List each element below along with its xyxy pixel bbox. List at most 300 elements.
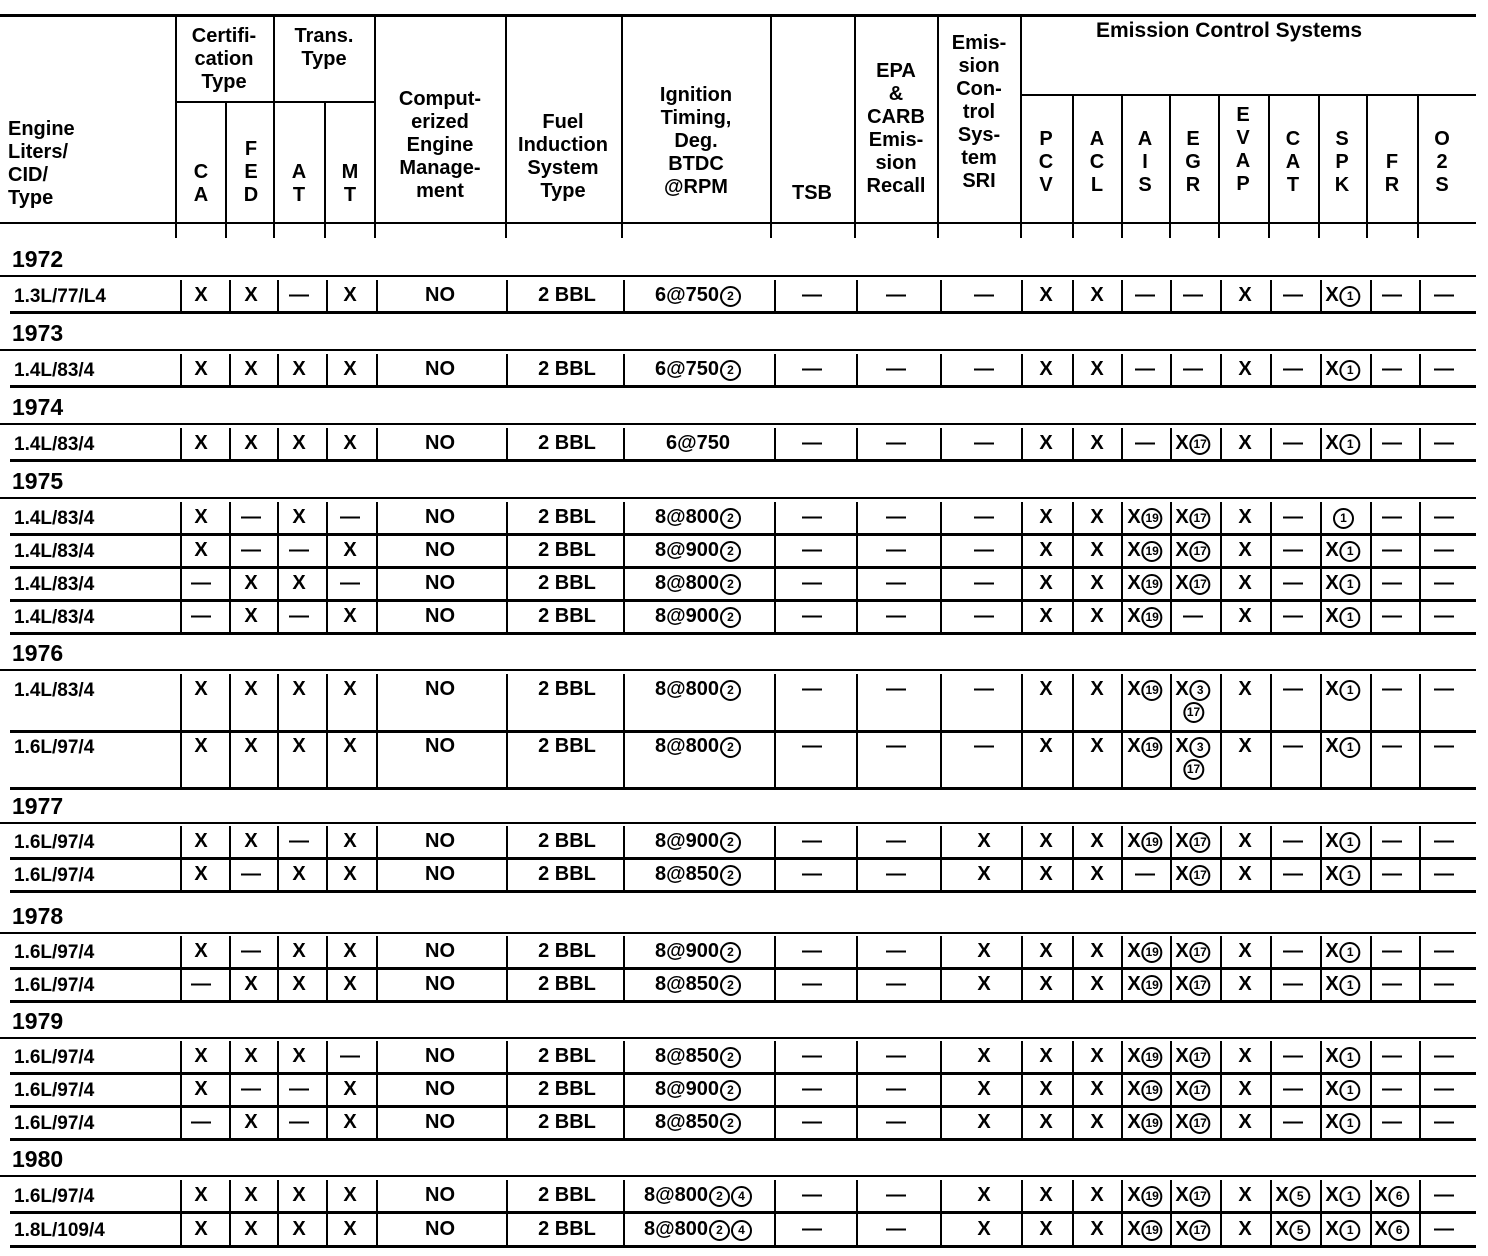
cell-ign — [655, 941, 741, 963]
cell-sri — [977, 1046, 990, 1066]
cell-sep — [623, 354, 625, 385]
cell-sep — [1270, 674, 1272, 730]
cell-o2s-value: — — [1434, 1218, 1454, 1240]
row-rule — [10, 1000, 1476, 1003]
cell-sep — [1072, 280, 1074, 311]
cell-sep — [180, 731, 182, 787]
cell-pcv-value: X — [1039, 1078, 1053, 1100]
cell-mt-value: X — [343, 940, 357, 962]
cell-sep — [856, 1107, 858, 1138]
footnote-marker: 1 — [1340, 975, 1361, 996]
cell-sep — [1320, 568, 1322, 599]
cell-o2s — [1434, 941, 1454, 961]
footnote-marker: 3 — [1190, 680, 1211, 701]
cell-sri-value: X — [977, 940, 991, 962]
cell-sep — [1072, 674, 1074, 730]
cell-ais-value: X — [1127, 735, 1141, 757]
cell-spk-value: X — [1325, 678, 1339, 700]
cell-ign-value: 8@900 — [655, 539, 719, 561]
cell-ca — [194, 507, 207, 527]
cell-egr-value: X — [1175, 940, 1189, 962]
cell-sri — [977, 864, 990, 884]
cell-sep — [1072, 826, 1074, 857]
cell-sep — [506, 936, 508, 967]
cell-sep — [1370, 859, 1372, 890]
cell-sep — [1270, 1074, 1272, 1105]
cell-sep — [856, 674, 858, 730]
cell-mt-value: X — [343, 678, 357, 700]
cell-sep — [506, 354, 508, 385]
cell-ign-value: 8@900 — [655, 830, 719, 852]
cell-cat-value: — — [1283, 940, 1303, 962]
cell-fed-value: — — [241, 863, 261, 885]
cell-evap — [1238, 573, 1251, 593]
cell-sep — [1370, 1107, 1372, 1138]
cell-sep — [1170, 1107, 1172, 1138]
year-rule — [0, 822, 1476, 824]
cell-sep — [1370, 969, 1372, 1000]
cell-cem-value: NO — [425, 735, 455, 757]
cell-sep — [326, 674, 328, 730]
cell-ais — [1127, 573, 1162, 595]
cell-acl-value: X — [1090, 605, 1104, 627]
cell-fed-value: — — [241, 539, 261, 561]
cell-sri — [974, 573, 994, 593]
cell-fr — [1382, 1079, 1402, 1099]
cell-sep — [623, 568, 625, 599]
cell-ca-value: X — [194, 678, 208, 700]
footnote-marker: 17 — [1190, 574, 1211, 595]
col-header-acl: A C L — [1089, 128, 1105, 196]
cell-fr-value: — — [1382, 432, 1402, 454]
cell-sep — [376, 354, 378, 385]
cell-cat-value: — — [1283, 973, 1303, 995]
cell-cat — [1283, 736, 1303, 756]
engine-cell: 1.6L/97/4 — [14, 1186, 95, 1207]
cell-cem — [425, 864, 455, 884]
cell-sep — [506, 826, 508, 857]
cell-sep — [1121, 280, 1123, 311]
cell-epa-value: — — [886, 432, 906, 454]
cell-fuel — [538, 285, 596, 305]
cell-evap-value: X — [1238, 1045, 1252, 1067]
cell-sep — [1121, 731, 1123, 787]
cell-sep — [277, 1074, 279, 1105]
cell-at-value: — — [289, 1111, 309, 1133]
hdr-sep — [621, 16, 623, 238]
cell-sep — [1320, 354, 1322, 385]
cell-ca — [194, 736, 207, 756]
hdr-sep — [374, 16, 376, 238]
cell-sep — [277, 1214, 279, 1245]
cell-fr-value: — — [1382, 605, 1402, 627]
cell-sep — [1419, 936, 1421, 967]
cell-ign — [655, 1112, 741, 1134]
cell-fuel-value: 2 BBL — [538, 572, 596, 594]
cell-evap — [1238, 1185, 1251, 1205]
cell-sep — [376, 674, 378, 730]
footnote-marker: 2 — [720, 737, 741, 758]
cell-pcv-value: X — [1039, 572, 1053, 594]
cell-ca — [194, 1185, 207, 1205]
cell-sep — [1370, 1041, 1372, 1072]
cell-at-value: — — [289, 605, 309, 627]
cell-tsb-value: — — [802, 1111, 822, 1133]
cell-sep — [180, 969, 182, 1000]
cell-at — [292, 1219, 305, 1239]
cell-sri — [974, 540, 994, 560]
cell-ais — [1135, 285, 1155, 305]
cell-ca-value: X — [194, 1218, 208, 1240]
cell-ca-value: — — [191, 973, 211, 995]
cell-pcv-value: X — [1039, 506, 1053, 528]
cell-mt — [343, 540, 356, 560]
cell-sep — [1170, 1041, 1172, 1072]
cell-ign — [655, 679, 741, 701]
cell-pcv — [1039, 606, 1052, 626]
cell-cem — [425, 1219, 455, 1239]
engine-cell: 1.4L/83/4 — [14, 360, 95, 381]
cell-evap-value: X — [1238, 572, 1252, 594]
cell-at-value: X — [292, 940, 306, 962]
cell-fr — [1382, 540, 1402, 560]
cell-sri — [974, 679, 994, 699]
cell-tsb-value: — — [802, 1218, 822, 1240]
cell-epa — [886, 433, 906, 453]
cell-sep — [1270, 731, 1272, 787]
cell-fed-value: X — [244, 1111, 258, 1133]
cell-sep — [774, 354, 776, 385]
cell-epa — [886, 1112, 906, 1132]
cell-sep — [180, 535, 182, 566]
cell-fr — [1382, 1046, 1402, 1066]
cell-fr-value: — — [1382, 572, 1402, 594]
cell-sep — [229, 601, 231, 632]
cell-o2s — [1434, 573, 1454, 593]
col-header-ignition: Ignition Timing, Deg. BTDC @RPM — [659, 84, 733, 198]
cell-spk-value: X — [1325, 735, 1339, 757]
cell-cat — [1283, 1112, 1303, 1132]
cell-sri — [974, 736, 994, 756]
cell-cat-value: — — [1283, 506, 1303, 528]
footnote-marker: 17 — [1190, 975, 1211, 996]
cell-spk-value: X — [1325, 1045, 1339, 1067]
engine-cell: 1.4L/83/4 — [14, 508, 95, 529]
cell-sri — [974, 285, 994, 305]
col-header-at: A T — [291, 161, 307, 206]
cell-sep — [277, 826, 279, 857]
cell-egr-value: X — [1175, 678, 1189, 700]
cell-sep — [1121, 428, 1123, 459]
cell-sep — [326, 731, 328, 787]
cell-tsb — [802, 831, 822, 851]
ecs-sub-rule — [1021, 94, 1476, 96]
cell-ais — [1127, 540, 1162, 562]
cell-ign-value: 8@800 — [655, 506, 719, 528]
year-rule — [0, 423, 1476, 425]
hdr-sep — [854, 16, 856, 238]
cell-pcv-value: X — [1039, 539, 1053, 561]
cell-fuel — [538, 1112, 596, 1132]
cell-tsb-value: — — [802, 735, 822, 757]
cell-pcv — [1039, 1046, 1052, 1066]
cell-fuel — [538, 540, 596, 560]
cell-sep — [774, 1214, 776, 1245]
footnote-marker: 1 — [1340, 865, 1361, 886]
cell-spk — [1325, 1079, 1360, 1101]
cell-sep — [506, 428, 508, 459]
footnote-marker: 1 — [1340, 680, 1361, 701]
cell-o2s — [1434, 831, 1454, 851]
cell-mt-value: — — [340, 1045, 360, 1067]
cell-sep — [376, 428, 378, 459]
cell-fr-value: — — [1382, 1111, 1402, 1133]
cell-fr-value: — — [1382, 1078, 1402, 1100]
cell-sri — [974, 606, 994, 626]
cell-sep — [277, 674, 279, 730]
cell-sri-value: — — [974, 506, 994, 528]
footnote-marker: 17 — [1190, 865, 1211, 886]
cell-pcv-value: X — [1039, 1218, 1053, 1240]
cell-pcv-value: X — [1039, 432, 1053, 454]
footnote-marker: 19 — [1142, 1220, 1163, 1241]
cell-tsb-value: — — [802, 940, 822, 962]
cell-sep — [774, 936, 776, 967]
cell-egr — [1175, 507, 1210, 529]
cell-spk — [1325, 831, 1360, 853]
cell-cem-value: NO — [425, 1111, 455, 1133]
year-heading: 1973 — [12, 320, 64, 346]
cell-ca-value: X — [194, 940, 208, 962]
cell-evap-value: X — [1238, 940, 1252, 962]
cell-sep — [1320, 826, 1322, 857]
cell-sep — [623, 674, 625, 730]
cell-sep — [277, 1107, 279, 1138]
col-header-mt: M T — [341, 161, 359, 206]
cell-ais-value: X — [1127, 572, 1141, 594]
footnote-marker: 19 — [1142, 1113, 1163, 1134]
cell-cat-value: — — [1283, 358, 1303, 380]
cell-fr-value: — — [1382, 284, 1402, 306]
cell-at-value: X — [292, 358, 306, 380]
hdr-sub-sep — [1121, 94, 1123, 238]
cell-sep — [774, 674, 776, 730]
cell-ca — [194, 831, 207, 851]
cell-at — [292, 974, 305, 994]
cell-cem-value: NO — [425, 678, 455, 700]
cell-sep — [856, 568, 858, 599]
col-header-ca: C A — [193, 161, 209, 206]
cell-sep — [229, 280, 231, 311]
cell-ca — [194, 285, 207, 305]
cell-sep — [623, 859, 625, 890]
cell-acl-value: X — [1090, 678, 1104, 700]
cell-acl-value: X — [1090, 1111, 1104, 1133]
cell-sri-value: X — [977, 830, 991, 852]
cell-ais — [1135, 864, 1155, 884]
cell-sep — [1021, 428, 1023, 459]
cell-mt-value: X — [343, 830, 357, 852]
cell-sep — [376, 731, 378, 787]
cell-acl-value: X — [1090, 1184, 1104, 1206]
cell-acl-value: X — [1090, 539, 1104, 561]
cell-sep — [1270, 1041, 1272, 1072]
cell-sep — [1121, 1180, 1123, 1211]
cell-sep — [1170, 1074, 1172, 1105]
cell-acl-value: X — [1090, 830, 1104, 852]
cell-ais-value: — — [1135, 863, 1155, 885]
cell-fed-value: X — [244, 1218, 258, 1240]
engine-cell: 1.6L/97/4 — [14, 1113, 95, 1134]
cell-sep — [940, 969, 942, 1000]
cell-at-value: X — [292, 863, 306, 885]
cell-o2s — [1434, 1219, 1454, 1239]
cell-sep — [940, 859, 942, 890]
cell-ign — [655, 573, 741, 595]
cell-fed-value: X — [244, 973, 258, 995]
cell-acl — [1090, 864, 1103, 884]
cell-sep — [376, 1180, 378, 1211]
cell-tsb-value: — — [802, 572, 822, 594]
cell-sep — [1320, 1107, 1322, 1138]
cell-fr-value: — — [1382, 358, 1402, 380]
cell-sri — [974, 507, 994, 527]
cell-acl — [1090, 831, 1103, 851]
cell-at — [289, 540, 309, 560]
cell-sep — [1021, 731, 1023, 787]
footnote-marker: 2 — [709, 1186, 730, 1207]
engine-cell: 1.8L/109/4 — [14, 1220, 105, 1241]
cell-cat — [1283, 1046, 1303, 1066]
cell-mt — [343, 941, 356, 961]
cell-o2s — [1434, 679, 1454, 699]
cell-sep — [1170, 535, 1172, 566]
footnote-marker: 1 — [1340, 1186, 1361, 1207]
cell-sep — [1270, 502, 1272, 533]
cell-sep — [1072, 969, 1074, 1000]
cell-ca-value: X — [194, 863, 208, 885]
cell-sep — [376, 280, 378, 311]
cell-pcv — [1039, 540, 1052, 560]
footnote-marker: 17 — [1190, 1113, 1211, 1134]
cell-ais-value: — — [1135, 432, 1155, 454]
cell-ais — [1135, 433, 1155, 453]
cell-o2s — [1434, 433, 1454, 453]
footnote-marker: 1 — [1340, 1113, 1361, 1134]
cell-epa — [886, 507, 906, 527]
col-header-computerized: Comput- erized Engine Manage- ment — [398, 88, 482, 202]
cell-sep — [326, 826, 328, 857]
cell-sep — [940, 601, 942, 632]
cell-evap-value: X — [1238, 830, 1252, 852]
cell-ais — [1127, 1219, 1162, 1241]
cell-sep — [1419, 731, 1421, 787]
cell-ais — [1127, 941, 1162, 963]
cell-sep — [774, 568, 776, 599]
cell-fr-value: — — [1382, 830, 1402, 852]
cell-sep — [326, 1041, 328, 1072]
cell-sri-value: — — [974, 735, 994, 757]
footnote-marker: 1 — [1340, 1047, 1361, 1068]
cert-sub-rule — [176, 101, 375, 103]
cell-acl — [1090, 1219, 1103, 1239]
cell-spk-value: X — [1325, 940, 1339, 962]
cell-egr — [1175, 941, 1210, 963]
cell-ais — [1127, 679, 1162, 701]
cell-ca-value: X — [194, 735, 208, 757]
cell-tsb — [802, 864, 822, 884]
cell-evap-value: X — [1238, 1184, 1252, 1206]
cell-egr — [1175, 864, 1210, 886]
cell-sep — [180, 674, 182, 730]
cell-cat-value: — — [1283, 1078, 1303, 1100]
cell-o2s — [1434, 359, 1454, 379]
cell-pcv-value: X — [1039, 1184, 1053, 1206]
hdr-sep — [937, 16, 939, 238]
cell-sep — [229, 826, 231, 857]
cell-ais-value: X — [1127, 539, 1141, 561]
cell-sep — [774, 1107, 776, 1138]
cell-acl-value: X — [1090, 358, 1104, 380]
cell-fed — [244, 1185, 257, 1205]
col-header-evap: E V A P — [1235, 104, 1251, 195]
cell-spk — [1325, 606, 1360, 628]
cell-o2s-value: — — [1434, 539, 1454, 561]
cell-sep — [1270, 826, 1272, 857]
cell-sep — [376, 601, 378, 632]
cell-sep — [774, 731, 776, 787]
cell-sri — [977, 974, 990, 994]
cell-fuel — [538, 359, 596, 379]
cell-spk — [1325, 974, 1360, 996]
year-rule — [0, 497, 1476, 499]
cell-sep — [506, 674, 508, 730]
footnote-marker: 19 — [1142, 737, 1163, 758]
cell-ais-value: X — [1127, 1111, 1141, 1133]
cell-spk — [1325, 1219, 1360, 1241]
cell-sep — [1072, 535, 1074, 566]
cell-sep — [326, 354, 328, 385]
cell-sep — [1270, 859, 1272, 890]
cell-epa-value: — — [886, 1218, 906, 1240]
cell-sep — [1121, 826, 1123, 857]
cell-o2s-value: — — [1434, 572, 1454, 594]
cell-sep — [1170, 674, 1172, 730]
cell-sep — [506, 1074, 508, 1105]
cell-epa — [886, 1219, 906, 1239]
cell-sep — [1121, 502, 1123, 533]
cell-pcv-value: X — [1039, 358, 1053, 380]
cell-sep — [1419, 428, 1421, 459]
cell-fuel-value: 2 BBL — [538, 1184, 596, 1206]
cell-sep — [1419, 1214, 1421, 1245]
cell-at-value: X — [292, 1045, 306, 1067]
cell-sep — [1320, 428, 1322, 459]
cell-fed — [241, 507, 261, 527]
cell-sep — [1220, 354, 1222, 385]
cell-spk-value: X — [1325, 973, 1339, 995]
cell-acl — [1090, 606, 1103, 626]
cell-sep — [1270, 1180, 1272, 1211]
cell-cat — [1283, 1079, 1303, 1099]
cell-sep — [1320, 859, 1322, 890]
hdr-sep — [273, 16, 275, 238]
cell-evap — [1238, 831, 1251, 851]
row-rule — [10, 632, 1476, 635]
cell-fuel-value: 2 BBL — [538, 1218, 596, 1240]
cell-egr — [1183, 285, 1203, 305]
cell-ca-value: X — [194, 1045, 208, 1067]
